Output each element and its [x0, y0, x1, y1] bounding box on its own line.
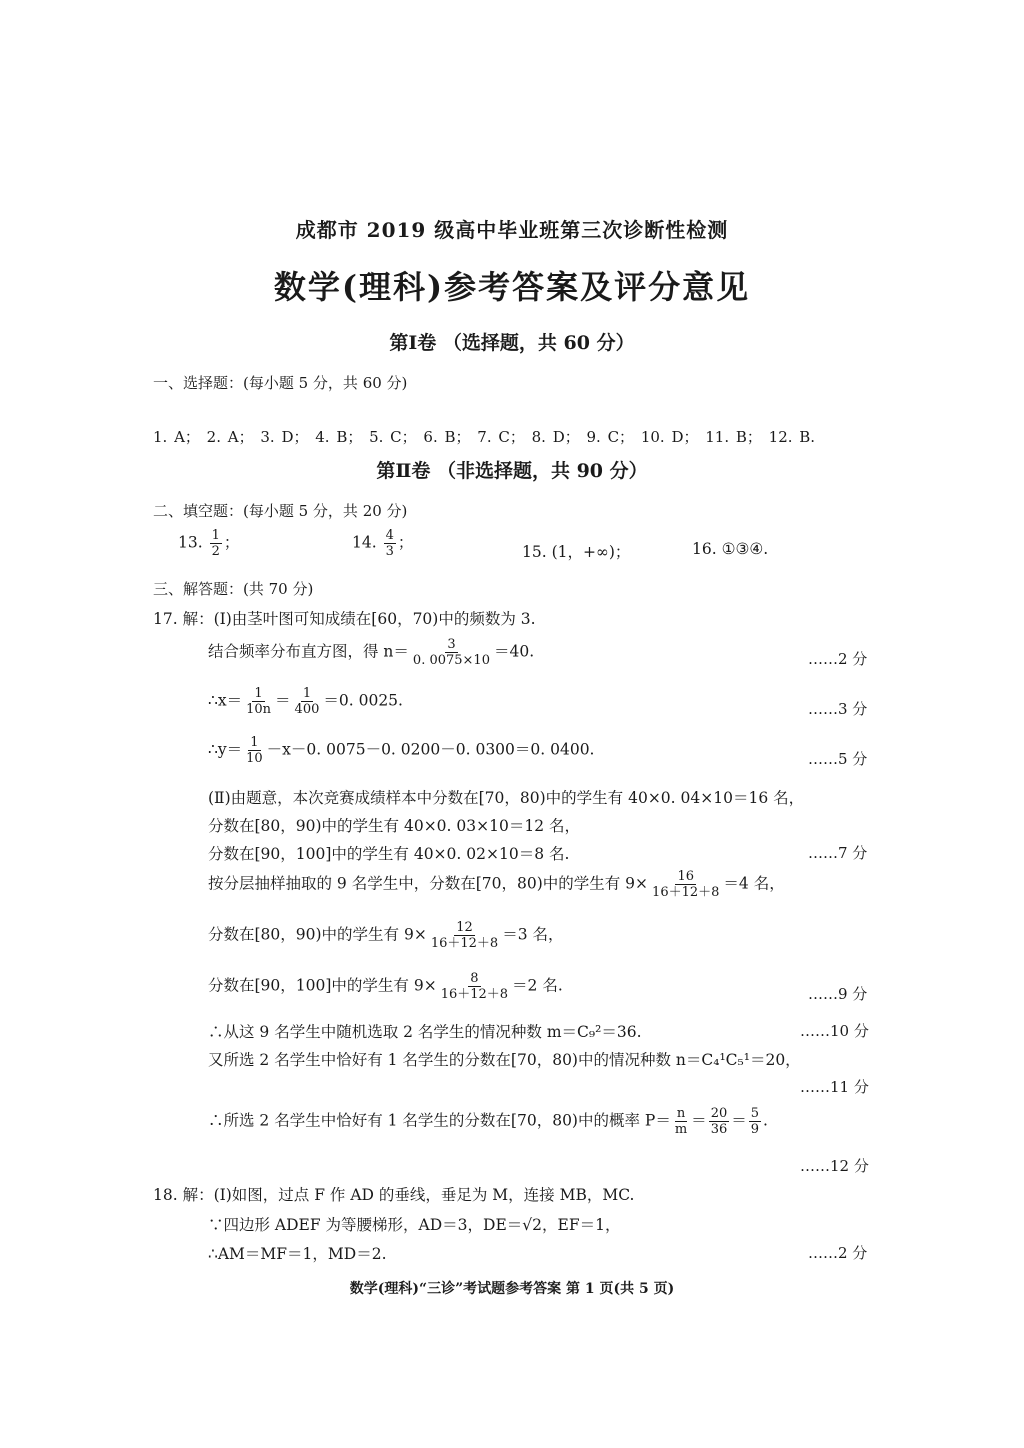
q17-line-6: 分数在[80，90)中的学生有 40×0. 03×10＝12 名， [208, 817, 580, 835]
text: ＝ [731, 1111, 747, 1130]
fraction [650, 869, 721, 900]
text: 分数在[80，90)中的学生有 9× [208, 925, 427, 944]
answer-14-label: 14. [352, 533, 377, 552]
answer-13 [178, 528, 239, 559]
page-footer: 数学(理科)“三诊”考试题参考答案 第 1 页(共 5 页) [349, 1281, 675, 1297]
q17-line-1: 17. 解：(Ⅰ)由茎叶图可知成绩在[60，70)中的频数为 3. [153, 610, 536, 628]
q17-line-11: ∴从这 9 名学生中随机选取 2 名学生的情况种数 m＝C₉²＝36. [208, 1023, 642, 1041]
denominator: 400 [294, 702, 320, 717]
numerator: 8 [470, 971, 479, 986]
answer-14 [352, 528, 413, 559]
numerator: 5 [750, 1106, 760, 1121]
part2-heading: 第Ⅱ卷 （非选择题，共 90 分） [376, 460, 648, 482]
q17-line-13 [208, 1106, 768, 1137]
denominator: 2 [211, 544, 220, 559]
text: 结合频率分布直方图，得 n＝ [208, 642, 409, 661]
fraction [244, 686, 273, 717]
fraction [673, 1106, 689, 1137]
fraction [244, 735, 265, 766]
denominator: 16＋12＋8 [652, 885, 720, 900]
denominator: 16＋12＋8 [440, 987, 509, 1002]
text: ＝40. [493, 642, 535, 661]
separator: ； [397, 533, 414, 552]
q17-line-3 [208, 686, 403, 717]
score-mark: ……3 分 [808, 700, 868, 718]
answer-13-label: 13. [178, 533, 203, 552]
score-mark: ……5 分 [808, 750, 868, 768]
answer-13-fraction [210, 528, 222, 559]
denominator: 10n [246, 702, 272, 717]
q17-line-4 [208, 735, 595, 766]
part1-heading: 第Ⅰ卷 （选择题，共 60 分） [389, 332, 635, 354]
numerator: 16 [677, 869, 694, 884]
q17-line-10 [208, 971, 563, 1002]
answer-14-fraction [384, 528, 396, 559]
q18-line-3: ∴AM＝MF＝1，MD＝2. [208, 1245, 387, 1263]
mcq-answers: 1. A； 2. A； 3. D； 4. B； 5. C； 6. B； 7. C； 8. D； 9. C； 10. D； 11. B； 12. B. [153, 428, 816, 446]
text: ＝4 名， [723, 874, 785, 893]
score-mark: ……2 分 [808, 1244, 868, 1262]
text: ＝2 名. [512, 976, 563, 995]
fraction [293, 686, 322, 717]
fill-section-title: 二、填空题：(每小题 5 分，共 20 分) [153, 502, 408, 520]
q17-line-9 [208, 920, 563, 951]
numerator: 1 [211, 528, 220, 543]
score-mark: ……2 分 [808, 650, 868, 668]
text: 按分层抽样抽取的 9 名学生中，分数在[70，80)中的学生有 9× [208, 874, 649, 893]
numerator: 12 [456, 920, 473, 935]
fraction [411, 637, 492, 668]
q18-line-2: ∵四边形 ADEF 为等腰梯形，AD＝3，DE＝√2，EF＝1， [208, 1216, 621, 1234]
score-mark: ……9 分 [808, 985, 868, 1003]
fraction [749, 1106, 761, 1137]
denominator: 16＋12＋8 [430, 936, 499, 951]
numerator: 1 [254, 686, 263, 701]
denominator: 36 [710, 1122, 728, 1137]
score-mark: ……7 分 [808, 844, 868, 862]
text: ＝ [275, 691, 291, 710]
numerator: 1 [250, 735, 259, 750]
text: ＝ [691, 1111, 707, 1130]
q17-line-8 [208, 869, 785, 900]
q18-line-1: 18. 解：(Ⅰ)如图，过点 F 作 AD 的垂线，垂足为 M，连接 MB，MC. [153, 1186, 635, 1204]
q17-line-7: 分数在[90，100]中的学生有 40×0. 02×10＝8 名. [208, 845, 570, 863]
numerator: 3 [447, 637, 456, 652]
fraction [439, 971, 510, 1002]
document-subtitle: 数学(理科)参考答案及评分意见 [273, 268, 751, 306]
q17-line-2 [208, 637, 534, 668]
q17-line-5: (Ⅱ)由题意，本次竞赛成绩样本中分数在[70，80)中的学生有 40×0. 04×10＝16 名， [208, 789, 805, 807]
text: －x－0. 0075－0. 0200－0. 0300＝0. 0400. [266, 740, 595, 759]
answer-16: 16. ①③④. [692, 540, 769, 558]
q17-line-12: 又所选 2 名学生中恰好有 1 名学生的分数在[70，80)中的情况种数 n＝C₄¹C₅¹＝20， [208, 1051, 801, 1069]
text: ＝0. 0025. [323, 691, 403, 710]
score-mark: ……11 分 [800, 1078, 869, 1096]
answer-15: 15. (1，+∞)； [522, 543, 631, 561]
mcq-section-title: 一、选择题：(每小题 5 分，共 60 分) [153, 374, 408, 392]
numerator: n [676, 1106, 686, 1121]
text: 分数在[90，100]中的学生有 9× [208, 976, 437, 995]
solve-section-title: 三、解答题：(共 70 分) [153, 580, 314, 598]
denominator: 10 [246, 751, 263, 766]
text: ∴x＝ [208, 691, 243, 710]
fraction [709, 1106, 730, 1137]
denominator: 3 [385, 544, 394, 559]
text: . [763, 1111, 768, 1130]
numerator: 1 [302, 686, 312, 701]
exam-title: 成都市 2019 级高中毕业班第三次诊断性检测 [295, 218, 729, 242]
score-mark: ……10 分 [800, 1022, 869, 1040]
denominator: 9 [750, 1122, 760, 1137]
text: ＝3 名， [502, 925, 564, 944]
numerator: 4 [385, 528, 394, 543]
text: ∴所选 2 名学生中恰好有 1 名学生的分数在[70，80)中的概率 P＝ [208, 1111, 671, 1130]
denominator: 0. 0075×10 [412, 653, 490, 668]
score-mark: ……12 分 [800, 1157, 869, 1175]
separator: ； [223, 533, 240, 552]
fraction [429, 920, 500, 951]
text: ∴y＝ [208, 740, 243, 759]
denominator: m [674, 1122, 688, 1137]
numerator: 20 [710, 1106, 728, 1121]
